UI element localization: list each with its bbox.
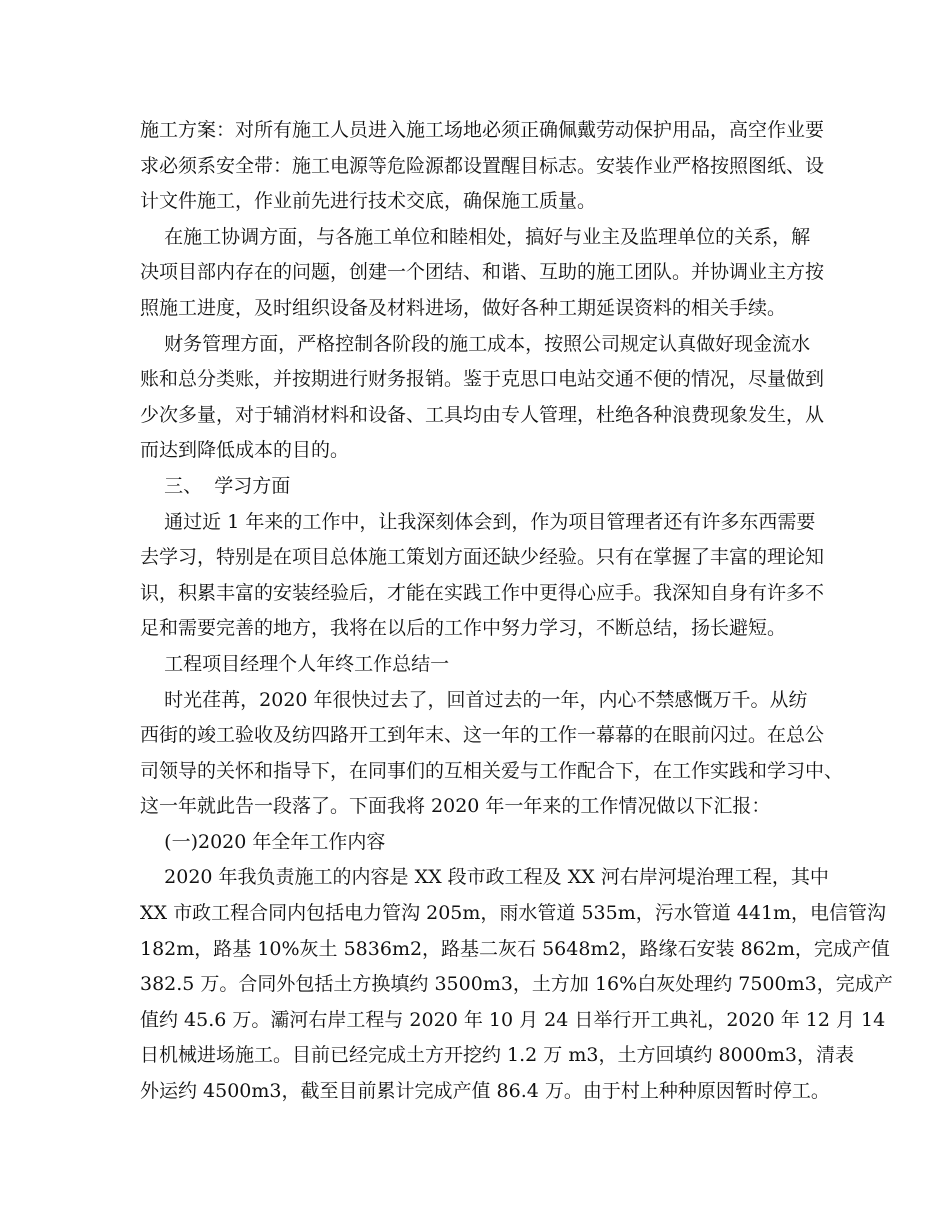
text-line: 西街的竣工验收及纺四路开工到年末、这一年的工作一幕幕的在眼前闪过。在总公 [140,724,825,747]
document-body [140,113,893,1110]
text-line: XX 市政工程合同内包括电力管沟 205m，雨水管道 535m，污水管道 441m，电信管沟 [140,902,887,925]
section-heading: 三、 学习方面 [140,474,291,497]
text-line: 少次多量，对于辅消材料和设备、工具均由专人管理，杜绝各种浪费现象发生，从 [140,403,825,426]
text-line: 182m，路基 10%灰土 5836m2，路基二灰石 5648m2，路缘石安装 862m，完成产值 [140,937,890,960]
text-line: 足和需要完善的地方，我将在以后的工作中努力学习，不断总结，扬长避短。 [140,617,787,640]
text-line: 通过近 1 年来的工作中，让我深刻体会到，作为项目管理者还有许多东西需要 [140,510,816,533]
text-line: 2020 年我负责施工的内容是 XX 段市政工程及 XX 河右岸河堤治理工程，其中 [140,866,829,889]
text-line: 这一年就此告一段落了。下面我将 2020 年一年来的工作情况做以下汇报： [140,795,771,818]
text-line: 外运约 4500m3，截至目前累计完成产值 86.4 万。由于村上种种原因暂时停工。 [140,1080,830,1103]
text-line: 而达到降低成本的目的。 [140,439,350,462]
text-line: 时光荏苒，2020 年很快过去了，回首过去的一年，内心不禁感慨万千。从纺 [140,688,808,711]
text-line: 账和总分类账，并按期进行财务报销。鉴于克思口电站交通不便的情况，尽量做到 [140,368,825,391]
text-line: 在施工协调方面，与各施工单位和睦相处，搞好与业主及监理单位的关系，解 [140,225,811,248]
text-line: 去学习，特别是在项目总体施工策划方面还缺少经验。只有在掌握了丰富的理论知 [140,546,825,569]
text-line: 决项目部内存在的问题，创建一个团结、和谐、互助的施工团队。并协调业主方按 [140,261,825,284]
text-line: 施工方案：对所有施工人员进入施工场地必须正确佩戴劳动保护用品，高空作业要 [140,119,825,141]
text-line: 求必须系安全带：施工电源等危险源都设置醒目标志。安装作业严格按照图纸、设 [140,154,825,177]
text-line: 财务管理方面，严格控制各阶段的施工成本，按照公司规定认真做好现金流水 [140,332,811,355]
text-line: 照施工进度，及时组织设备及材料进场，做好各种工期延误资料的相关手续。 [140,296,787,319]
text-line: 382.5 万。合同外包括土方换填约 3500m3，土方加 16%白灰处理约 7500m3，完成产 [140,973,893,996]
text-line: 日机械进场施工。目前已经完成土方开挖约 1.2 万 m3，土方回填约 8000m3，清表 [140,1044,854,1067]
subsection-heading: (一)2020 年全年工作内容 [140,830,386,853]
document-title: 工程项目经理个人年终工作总结一 [140,652,450,675]
text-line: 计文件施工，作业前先进行技术交底，确保施工质量。 [140,190,597,213]
text-line: 识，积累丰富的安装经验后，才能在实践工作中更得心应手。我深知自身有许多不 [140,581,825,604]
text-line: 值约 45.6 万。灞河右岸工程与 2020 年 10 月 24 日举行开工典礼，2020 年 12 月 14 [140,1008,886,1031]
text-line: 司领导的关怀和指导下，在同事们的互相关爱与工作配合下，在工作实践和学习中、 [140,759,844,782]
